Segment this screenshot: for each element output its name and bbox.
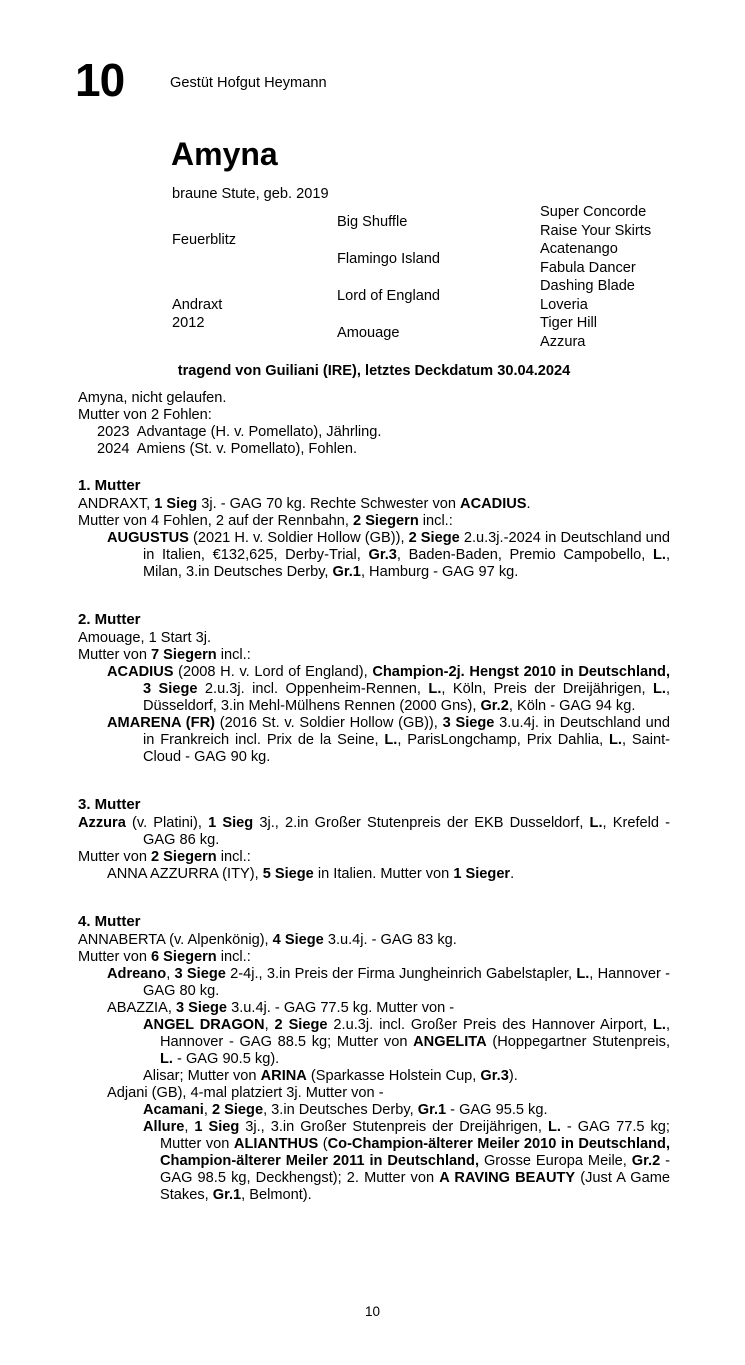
bold-text-run: 1 Sieg bbox=[208, 815, 254, 831]
bold-text-run: Acamani bbox=[143, 1102, 204, 1118]
horse-description: braune Stute, geb. 2019 bbox=[172, 186, 329, 202]
bold-text-run: L. bbox=[652, 681, 666, 697]
text-run: , Köln - GAG 94 kg. bbox=[508, 698, 636, 714]
pedigree-name: Andraxt bbox=[172, 297, 223, 313]
bold-text-run: L. bbox=[652, 547, 666, 563]
text-run: 2.u.3j.-2024 in Deutschland und in Italien, €132,625, Derby-Trial, bbox=[143, 530, 670, 563]
bold-text-run: Gr.2 bbox=[480, 698, 509, 714]
pedigree-entry bbox=[78, 530, 670, 581]
bold-text-run: L. bbox=[160, 1051, 173, 1067]
text-run: , Hannover - GAG 88.5 kg; Mutter von bbox=[160, 1017, 671, 1050]
pedigree-name: Feuerblitz bbox=[172, 232, 237, 248]
text-run: 2023 Advantage (H. v. Pomellato), Jährling. bbox=[97, 424, 382, 440]
text-run: Amyna, nicht gelaufen. bbox=[78, 390, 227, 406]
consignor-name: Gestüt Hofgut Heymann bbox=[170, 75, 327, 91]
pedigree-entry bbox=[78, 630, 670, 647]
bold-text-run: Gr.3 bbox=[368, 547, 397, 563]
text-run: Mutter von bbox=[78, 849, 151, 865]
text-run: 2-4j., 3.in Preis der Firma Jungheinrich Gabelstapler, bbox=[225, 966, 577, 982]
text-run: (2008 H. v. Lord of England), bbox=[173, 664, 373, 680]
text-run: ). bbox=[508, 1068, 518, 1084]
lot-number: 10 bbox=[75, 54, 125, 106]
pedigree-year: 2012 bbox=[172, 315, 205, 331]
pedigree-entry bbox=[78, 866, 670, 883]
dam-section bbox=[78, 477, 670, 581]
covering-note: tragend von Guiliani (IRE), letztes Deckdatum 30.04.2024 bbox=[177, 363, 571, 379]
text-run: Mutter von 2 Fohlen: bbox=[78, 407, 212, 423]
bold-text-run: A RAVING BEAUTY bbox=[439, 1170, 576, 1186]
bold-text-run: L. bbox=[576, 966, 590, 982]
text-run: 3.u.4j. - GAG 83 kg. bbox=[323, 932, 457, 948]
text-run: Grosse Europa Meile, bbox=[479, 1153, 632, 1169]
text-run: , Hamburg - GAG 97 kg. bbox=[360, 564, 519, 580]
bold-text-run: 2 Siege bbox=[211, 1102, 264, 1118]
pedigree-entry bbox=[78, 1000, 670, 1017]
text-run: (Hoppegartner Stutenpreis, bbox=[486, 1034, 671, 1050]
pedigree-entry bbox=[78, 1085, 670, 1102]
bold-text-run: 2 Siege bbox=[274, 1017, 328, 1033]
bold-text-run: Gr.1 bbox=[332, 564, 361, 580]
bold-text-run: Gr.2 bbox=[631, 1153, 661, 1169]
text-run: Mutter von bbox=[78, 647, 151, 663]
race-record bbox=[78, 390, 670, 458]
dam-section bbox=[78, 796, 670, 883]
pedigree-gen3-cell: Raise Your Skirts bbox=[540, 222, 652, 239]
dam-section bbox=[78, 611, 670, 766]
text-run: 2.u.3j. incl. Großer Preis des Hannover Airport, bbox=[327, 1017, 653, 1033]
pedigree-gen3-cell: Fabula Dancer bbox=[540, 259, 636, 276]
bold-text-run: Champion-2j. Hengst 2010 in Deutschland, 3 Siege bbox=[143, 664, 670, 697]
bold-text-run: ARINA bbox=[260, 1068, 307, 1084]
text-run: , bbox=[184, 1119, 195, 1135]
bold-text-run: 2 Siege bbox=[408, 530, 460, 546]
bold-text-run: Co-Champion-älterer Meiler 2010 in Deutschland, Champion-älterer Meiler 2011 in Deutschland, bbox=[160, 1136, 671, 1169]
record-line bbox=[78, 441, 670, 458]
pedigree-entry bbox=[78, 715, 670, 766]
text-run: , Krefeld - GAG 86 kg. bbox=[143, 815, 670, 848]
pedigree-gen3-cell: Acatenango bbox=[540, 241, 618, 258]
text-run: 3j., 2.in Großer Stutenpreis der EKB Dusseldorf, bbox=[253, 815, 590, 831]
pedigree-entry bbox=[78, 513, 670, 530]
text-run: (2016 St. v. Soldier Hollow (GB)), bbox=[214, 715, 443, 731]
text-run: ANNA AZZURRA (ITY), bbox=[107, 866, 263, 882]
text-run: incl.: bbox=[216, 949, 251, 965]
pedigree-entry bbox=[78, 932, 670, 949]
bold-text-run: L. bbox=[652, 1017, 666, 1033]
section-heading: 2. Mutter bbox=[78, 611, 141, 628]
bold-text-run: Gr.3 bbox=[480, 1068, 509, 1084]
bold-text-run: Gr.1 bbox=[417, 1102, 447, 1118]
pedigree-entry bbox=[78, 815, 670, 849]
text-run: 2.u.3j. incl. Oppenheim-Rennen, bbox=[197, 681, 429, 697]
bold-text-run: L. bbox=[384, 732, 398, 748]
pedigree-gen2-cell: Flamingo Island bbox=[337, 250, 441, 267]
text-run: ANDRAXT, bbox=[78, 496, 155, 512]
bold-text-run: 3 Siege bbox=[174, 966, 226, 982]
text-run: Adjani (GB), 4-mal platziert 3j. Mutter von - bbox=[107, 1085, 384, 1101]
bold-text-run: 1 Sieg bbox=[194, 1119, 240, 1135]
text-run: Alisar; Mutter von bbox=[143, 1068, 261, 1084]
text-run: (Just A Game Stakes, bbox=[160, 1170, 670, 1203]
bold-text-run: Adreano bbox=[107, 966, 167, 982]
text-run: , Köln, Preis der Dreijährigen, bbox=[441, 681, 653, 697]
bold-text-run: ACADIUS bbox=[107, 664, 174, 680]
pedigree-table bbox=[172, 203, 668, 351]
text-run: 3.u.4j. - GAG 77.5 kg. Mutter von - bbox=[227, 1000, 455, 1016]
bold-text-run: 3 Siege bbox=[442, 715, 495, 731]
dam-section bbox=[78, 913, 670, 1204]
pedigree-entry bbox=[78, 647, 670, 664]
text-run: ( bbox=[318, 1136, 328, 1152]
bold-text-run: ACADIUS bbox=[460, 496, 527, 512]
horse-name: Amyna bbox=[171, 136, 278, 172]
text-run: , Düsseldorf, 3.in Mehl-Mülhens Rennen (2000 Gns), bbox=[143, 681, 670, 714]
text-run: 2024 Amiens (St. v. Pomellato), Fohlen. bbox=[97, 441, 358, 457]
pedigree-dam-cell bbox=[172, 277, 337, 351]
pedigree-entry bbox=[78, 664, 670, 715]
section-heading: 4. Mutter bbox=[78, 913, 141, 930]
text-run: , bbox=[203, 1102, 212, 1118]
text-run: - GAG 90.5 kg). bbox=[172, 1051, 280, 1067]
section-heading: 1. Mutter bbox=[78, 477, 141, 494]
bold-text-run: 1 Sieg bbox=[154, 496, 198, 512]
record-line bbox=[78, 424, 670, 441]
bold-text-run: L. bbox=[608, 732, 622, 748]
dam-sections bbox=[78, 477, 670, 1204]
text-run: incl.: bbox=[418, 513, 453, 529]
text-run: 3.u.4j. in Deutschland und in Frankreich incl. Prix de la Seine, bbox=[143, 715, 670, 748]
text-run: incl.: bbox=[216, 849, 251, 865]
text-run: , Milan, 3.in Deutsches Derby, bbox=[143, 547, 670, 580]
text-run: (Sparkasse Holstein Cup, bbox=[306, 1068, 481, 1084]
bold-text-run: 2 Siegern bbox=[353, 513, 419, 529]
text-run: , 3.in Deutsches Derby, bbox=[263, 1102, 418, 1118]
pedigree-gen2-cell: Amouage bbox=[337, 324, 400, 341]
section-heading: 3. Mutter bbox=[78, 796, 141, 813]
text-run: 3j., 3.in Großer Stutenpreis der Dreijährigen, bbox=[239, 1119, 548, 1135]
bold-text-run: ANGELITA bbox=[413, 1034, 487, 1050]
bold-text-run: ANGEL DRAGON bbox=[143, 1017, 265, 1033]
text-run: , Hannover - GAG 80 kg. bbox=[143, 966, 671, 999]
pedigree-gen3-cell: Super Concorde bbox=[540, 204, 647, 221]
pedigree-gen3-cell: Azzura bbox=[540, 333, 586, 350]
pedigree-entry bbox=[78, 1102, 670, 1119]
text-run: (v. Platini), bbox=[125, 815, 209, 831]
text-run: - GAG 77.5 kg; Mutter von bbox=[160, 1119, 670, 1152]
pedigree-entry bbox=[78, 849, 670, 866]
bold-text-run: AUGUSTUS bbox=[107, 530, 189, 546]
bold-text-run: Azzura bbox=[78, 815, 126, 831]
bold-text-run: L. bbox=[589, 815, 603, 831]
text-run: - GAG 95.5 kg. bbox=[446, 1102, 548, 1118]
bold-text-run: L. bbox=[428, 681, 442, 697]
text-run: , Saint-Cloud - GAG 90 kg. bbox=[143, 732, 671, 765]
page-number: 10 bbox=[364, 1304, 381, 1319]
pedigree-sire-cell bbox=[172, 203, 337, 277]
text-run: . bbox=[510, 866, 515, 882]
pedigree-gen2-cell: Big Shuffle bbox=[337, 213, 408, 230]
bold-text-run: 3 Siege bbox=[175, 1000, 228, 1016]
text-run: (2021 H. v. Soldier Hollow (GB)), bbox=[188, 530, 409, 546]
bold-text-run: 5 Siege bbox=[262, 866, 314, 882]
pedigree-entry bbox=[78, 496, 670, 513]
pedigree-gen3-cell: Dashing Blade bbox=[540, 278, 635, 295]
bold-text-run: AMARENA (FR) bbox=[107, 715, 215, 731]
text-run: ANNABERTA (v. Alpenkönig), bbox=[78, 932, 273, 948]
pedigree-entry bbox=[78, 1017, 670, 1068]
text-run: Mutter von 4 Fohlen, 2 auf der Rennbahn, bbox=[78, 513, 354, 529]
text-run: 3j. - GAG 70 kg. Rechte Schwester von bbox=[197, 496, 461, 512]
record-line bbox=[78, 390, 670, 407]
text-run: in Italien. Mutter von bbox=[313, 866, 454, 882]
pedigree-gen3-cell: Tiger Hill bbox=[540, 315, 598, 332]
pedigree-entry bbox=[78, 1068, 670, 1085]
text-run: . bbox=[526, 496, 531, 512]
bold-text-run: 1 Sieger bbox=[453, 866, 511, 882]
text-run: , bbox=[166, 966, 175, 982]
text-run: ABAZZIA, bbox=[107, 1000, 176, 1016]
text-run: , Belmont). bbox=[241, 1187, 312, 1203]
text-run: , ParisLongchamp, Prix Dahlia, bbox=[397, 732, 609, 748]
pedigree-gen2-cell: Lord of England bbox=[337, 287, 441, 304]
text-run: - GAG 98.5 kg, Deckhengst); 2. Mutter von bbox=[160, 1153, 670, 1186]
text-run: , Baden-Baden, Premio Campobello, bbox=[396, 547, 653, 563]
pedigree-gen3-cell: Loveria bbox=[540, 296, 588, 313]
bold-text-run: Gr.1 bbox=[212, 1187, 242, 1203]
bold-text-run: L. bbox=[547, 1119, 561, 1135]
text-run: Amouage, 1 Start 3j. bbox=[78, 630, 212, 646]
text-run: Mutter von bbox=[78, 949, 151, 965]
bold-text-run: Allure bbox=[143, 1119, 185, 1135]
record-line bbox=[78, 407, 670, 424]
bold-text-run: 2 Siegern bbox=[151, 849, 217, 865]
bold-text-run: 6 Siegern bbox=[151, 949, 217, 965]
pedigree-entry bbox=[78, 966, 670, 1000]
bold-text-run: 4 Siege bbox=[272, 932, 324, 948]
text-run: , bbox=[264, 1017, 275, 1033]
text-run: incl.: bbox=[216, 647, 251, 663]
bold-text-run: 7 Siegern bbox=[151, 647, 217, 663]
bold-text-run: ALIANTHUS bbox=[233, 1136, 319, 1152]
pedigree-entry bbox=[78, 1119, 670, 1204]
pedigree-entry bbox=[78, 949, 670, 966]
